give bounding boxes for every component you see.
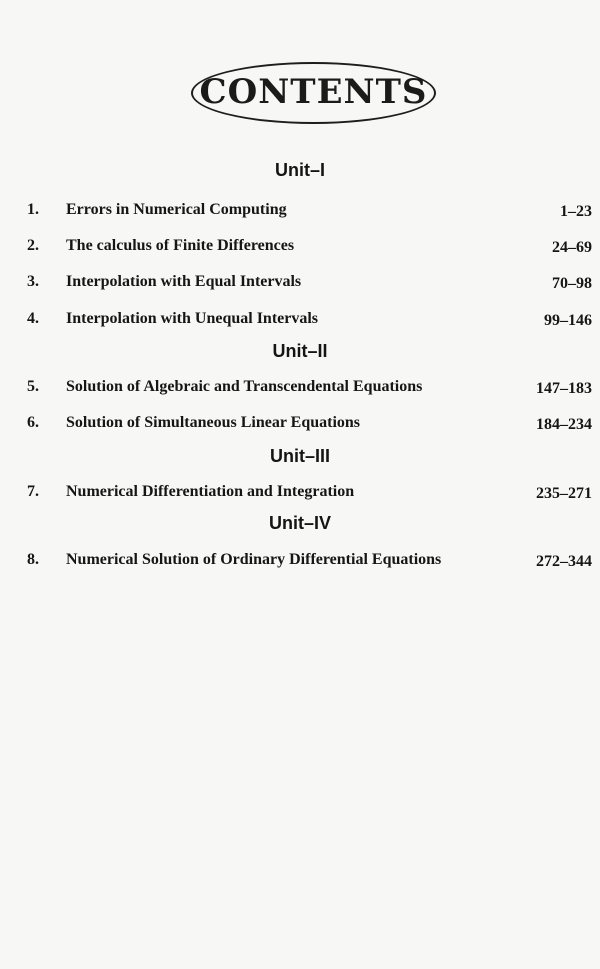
chapter-number: 4. xyxy=(27,310,39,327)
chapter-pages: 1–23 xyxy=(560,203,592,220)
chapter-number: 7. xyxy=(27,483,39,500)
toc-entry-6[interactable] xyxy=(0,414,600,438)
toc-entry-2[interactable] xyxy=(0,237,600,261)
chapter-title: Errors in Numerical Computing xyxy=(66,201,287,218)
chapter-title: Solution of Algebraic and Transcendental Equations xyxy=(66,378,423,395)
chapter-number: 5. xyxy=(27,378,39,395)
chapter-pages: 184–234 xyxy=(536,416,592,433)
chapter-number: 8. xyxy=(27,551,39,568)
toc-entry-3[interactable] xyxy=(0,273,600,297)
chapter-pages: 147–183 xyxy=(536,380,592,397)
chapter-pages: 99–146 xyxy=(544,312,592,329)
page-title: CONTENTS xyxy=(199,72,428,112)
chapter-pages: 235–271 xyxy=(536,485,592,502)
chapter-number: 3. xyxy=(27,273,39,290)
toc-entry-5[interactable] xyxy=(0,378,600,402)
chapter-title: Interpolation with Unequal Intervals xyxy=(66,310,319,327)
chapter-title: Interpolation with Equal Intervals xyxy=(66,273,302,290)
unit-heading-3: Unit–III xyxy=(269,446,330,466)
toc-entry-8[interactable] xyxy=(0,551,600,575)
unit-heading-2: Unit–II xyxy=(272,341,328,361)
chapter-number: 6. xyxy=(27,414,39,431)
chapter-title: Numerical Differentiation and Integration xyxy=(66,483,355,500)
chapter-number: 1. xyxy=(27,201,39,218)
chapter-number: 2. xyxy=(27,237,39,254)
unit-heading-1: Unit–I xyxy=(274,160,325,180)
chapter-pages: 272–344 xyxy=(536,553,592,570)
unit-heading-4: Unit–IV xyxy=(268,513,331,533)
chapter-title: Solution of Simultaneous Linear Equations xyxy=(66,414,361,431)
contents-title-badge xyxy=(191,62,436,124)
chapter-pages: 24–69 xyxy=(552,239,592,256)
toc-entry-4[interactable] xyxy=(0,310,600,334)
toc-entry-1[interactable] xyxy=(0,201,600,225)
chapter-title: Numerical Solution of Ordinary Differential Equations xyxy=(66,551,442,568)
toc-entry-7[interactable] xyxy=(0,483,600,507)
chapter-title: The calculus of Finite Differences xyxy=(66,237,295,254)
chapter-pages: 70–98 xyxy=(552,275,592,292)
